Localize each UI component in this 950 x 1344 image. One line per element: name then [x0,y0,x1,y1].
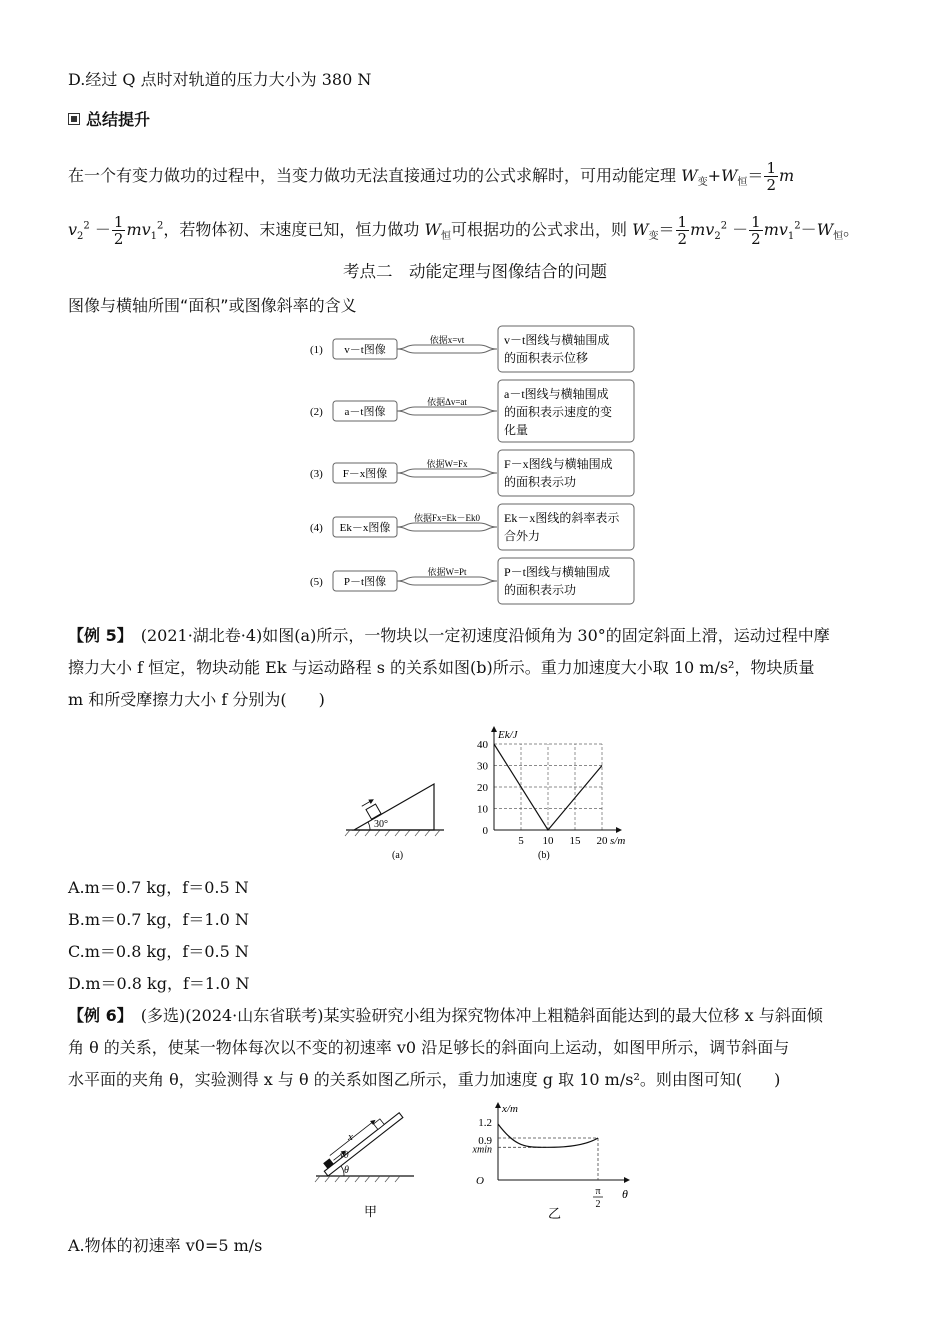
y-axis-label: x/m [502,1103,518,1115]
meaning-line: a－t图线与横轴围成 [504,387,609,401]
jia-x-label: x [348,1131,353,1143]
row-number: (1) [310,344,323,356]
meaning-line: 的面积表示速度的变 [504,405,613,419]
meaning-line: 的面积表示位移 [504,351,589,365]
x-tick-label: 15 [569,835,581,847]
example5-option-d: D.m＝0.8 kg，f＝1.0 N [68,974,250,993]
basis-label: 依据Δv=at [427,397,467,407]
x-theta-curve [498,1124,598,1147]
graph-meaning-diagram [300,322,650,614]
row-number: (2) [310,406,323,418]
y-tick-label: 0 [482,825,488,837]
meaning-line: 化量 [504,423,529,437]
row-number: (4) [310,522,323,534]
x-tick-label: 20 [596,835,608,847]
summary-line-2: $v_2^2$ － $\frac{1}{2}$ $mv_1^2$，若物体初、末速度已知，恒力做功 $W_恒$可根据功的公式求出，则 $W_变=$ $\frac{1}{2}$ $mv_2^2$ － $\frac{1}{2}$ $mv_1^2-W_恒$。 [68,213,860,248]
fig-a-label: (a) [392,850,404,860]
x-tick-label: π [595,1186,601,1197]
fig-yi-label: 乙 [548,1206,562,1221]
ek-s-chart [466,726,626,862]
meaning-line: v－t图线与横轴围成 [504,333,610,347]
connector [397,469,497,473]
x-tick-label: 10 [542,835,554,847]
diagram-row [310,380,634,442]
diagram-row [310,558,634,604]
summary-heading [68,110,150,130]
graph-label: F－x图像 [342,468,388,480]
fig-jia-label: 甲 [364,1204,378,1219]
incline-figure-jia [310,1108,420,1220]
svg-text:2: 2 [595,1199,601,1210]
y-tick-label: 1.2 [478,1117,492,1129]
jia-theta-label: θ [344,1165,349,1176]
example5-line-3: m 和所受摩擦力大小 f 分别为( ) [68,690,325,709]
option-d-previous: D.经过 Q 点时对轨道的压力大小为 380 N [68,70,372,89]
y-tick-label: 30 [477,760,488,773]
meaning-line: F－x图线与横轴围成 [504,457,613,471]
diagram-row [310,326,634,372]
diagram-row [310,504,634,550]
x-tick-label: 5 [518,835,524,847]
y-axis-label: Ek/J [498,729,518,741]
connector [397,577,497,581]
x-axis-label: s/m [610,835,626,847]
meaning-line: 的面积表示功 [504,475,577,489]
row-number: (3) [310,468,323,480]
example6-line-3: 水平面的夹角 θ，实验测得 x 与 θ 的关系如图乙所示，重力加速度 g 取 10 m/s²。则由图可知( ) [68,1070,781,1089]
y-tick-label: 20 [477,782,488,794]
intro-text: 图像与横轴所围“面积”或图像斜率的含义 [68,296,357,315]
example5-option-a: A.m＝0.7 kg，f＝0.5 N [68,878,249,897]
incline-angle-label: 30° [374,819,388,830]
summary-title: 总结提升 [86,110,151,129]
y-tick-label: xmin [472,1144,492,1156]
connector [397,407,497,411]
basis-label: 依据x=vt [429,335,465,345]
summary-line-1: 在一个有变力做功的过程中，当变力做功无法直接通过功的公式求解时，可用动能定理 $W_变+W_恒=$ $\frac{1}{2}$ m [68,159,795,194]
meaning-line: 的面积表示功 [504,583,577,597]
basis-label: 依据W=Fx [426,459,468,469]
meaning-line: P－t图线与横轴围成 [504,565,611,579]
x-theta-chart [462,1100,632,1224]
jia-v0-label: v0 [340,1150,349,1160]
y-tick-label: 0.9 [478,1135,492,1147]
block [366,804,381,819]
x-axis-label: θ [622,1187,628,1201]
graph-label: a－t图像 [344,406,386,418]
row-number: (5) [310,576,323,588]
connector [397,523,497,527]
meaning-line: Ek－x图线的斜率表示 [504,511,620,525]
example6-option-a: A.物体的初速率 v0=5 m/s [68,1236,263,1255]
graph-label: Ek－x图像 [339,522,391,534]
incline-figure-a [340,770,450,860]
basis-label: 依据W=Pt [427,567,467,577]
example5-option-b: B.m＝0.7 kg，f＝1.0 N [68,910,249,929]
example6-line-2: 角 θ 的关系，使某一物体每次以不变的初速率 v0 沿足够长的斜面向上运动，如图甲所示，调节斜面与 [68,1038,790,1057]
fig-b-label: (b) [538,850,550,861]
square-box-icon [68,113,80,125]
origin-label: O [476,1175,484,1187]
graph-label: v－t图像 [344,344,386,356]
diagram-row [310,450,634,496]
y-tick-label: 40 [477,739,488,751]
meaning-line: 合外力 [504,529,541,543]
example5-option-c: C.m＝0.8 kg，f＝0.5 N [68,942,249,961]
basis-label: 依据Fx=Ek－Ek0 [413,513,481,523]
example5-line-1: 【例 5】 (2021·湖北卷·4)如图(a)所示，一物块以一定初速度沿倾角为 30°的固定斜面上滑，运动过程中摩 [68,626,830,645]
connector [397,345,497,349]
example6-line-1: 【例 6】 (多选)(2024·山东省联考)某实验研究小组为探究物体冲上粗糙斜面能达到的最大位移 x 与斜面倾 [68,1006,823,1025]
section-title: 考点二 动能定理与图像结合的问题 [343,262,607,281]
graph-label: P－t图像 [343,576,387,588]
y-tick-label: 10 [477,803,488,816]
example5-line-2: 擦力大小 f 恒定，物块动能 Ek 与运动路程 s 的关系如图(b)所示。重力加速度大小取 10 m/s²，物块质量 [68,658,815,677]
